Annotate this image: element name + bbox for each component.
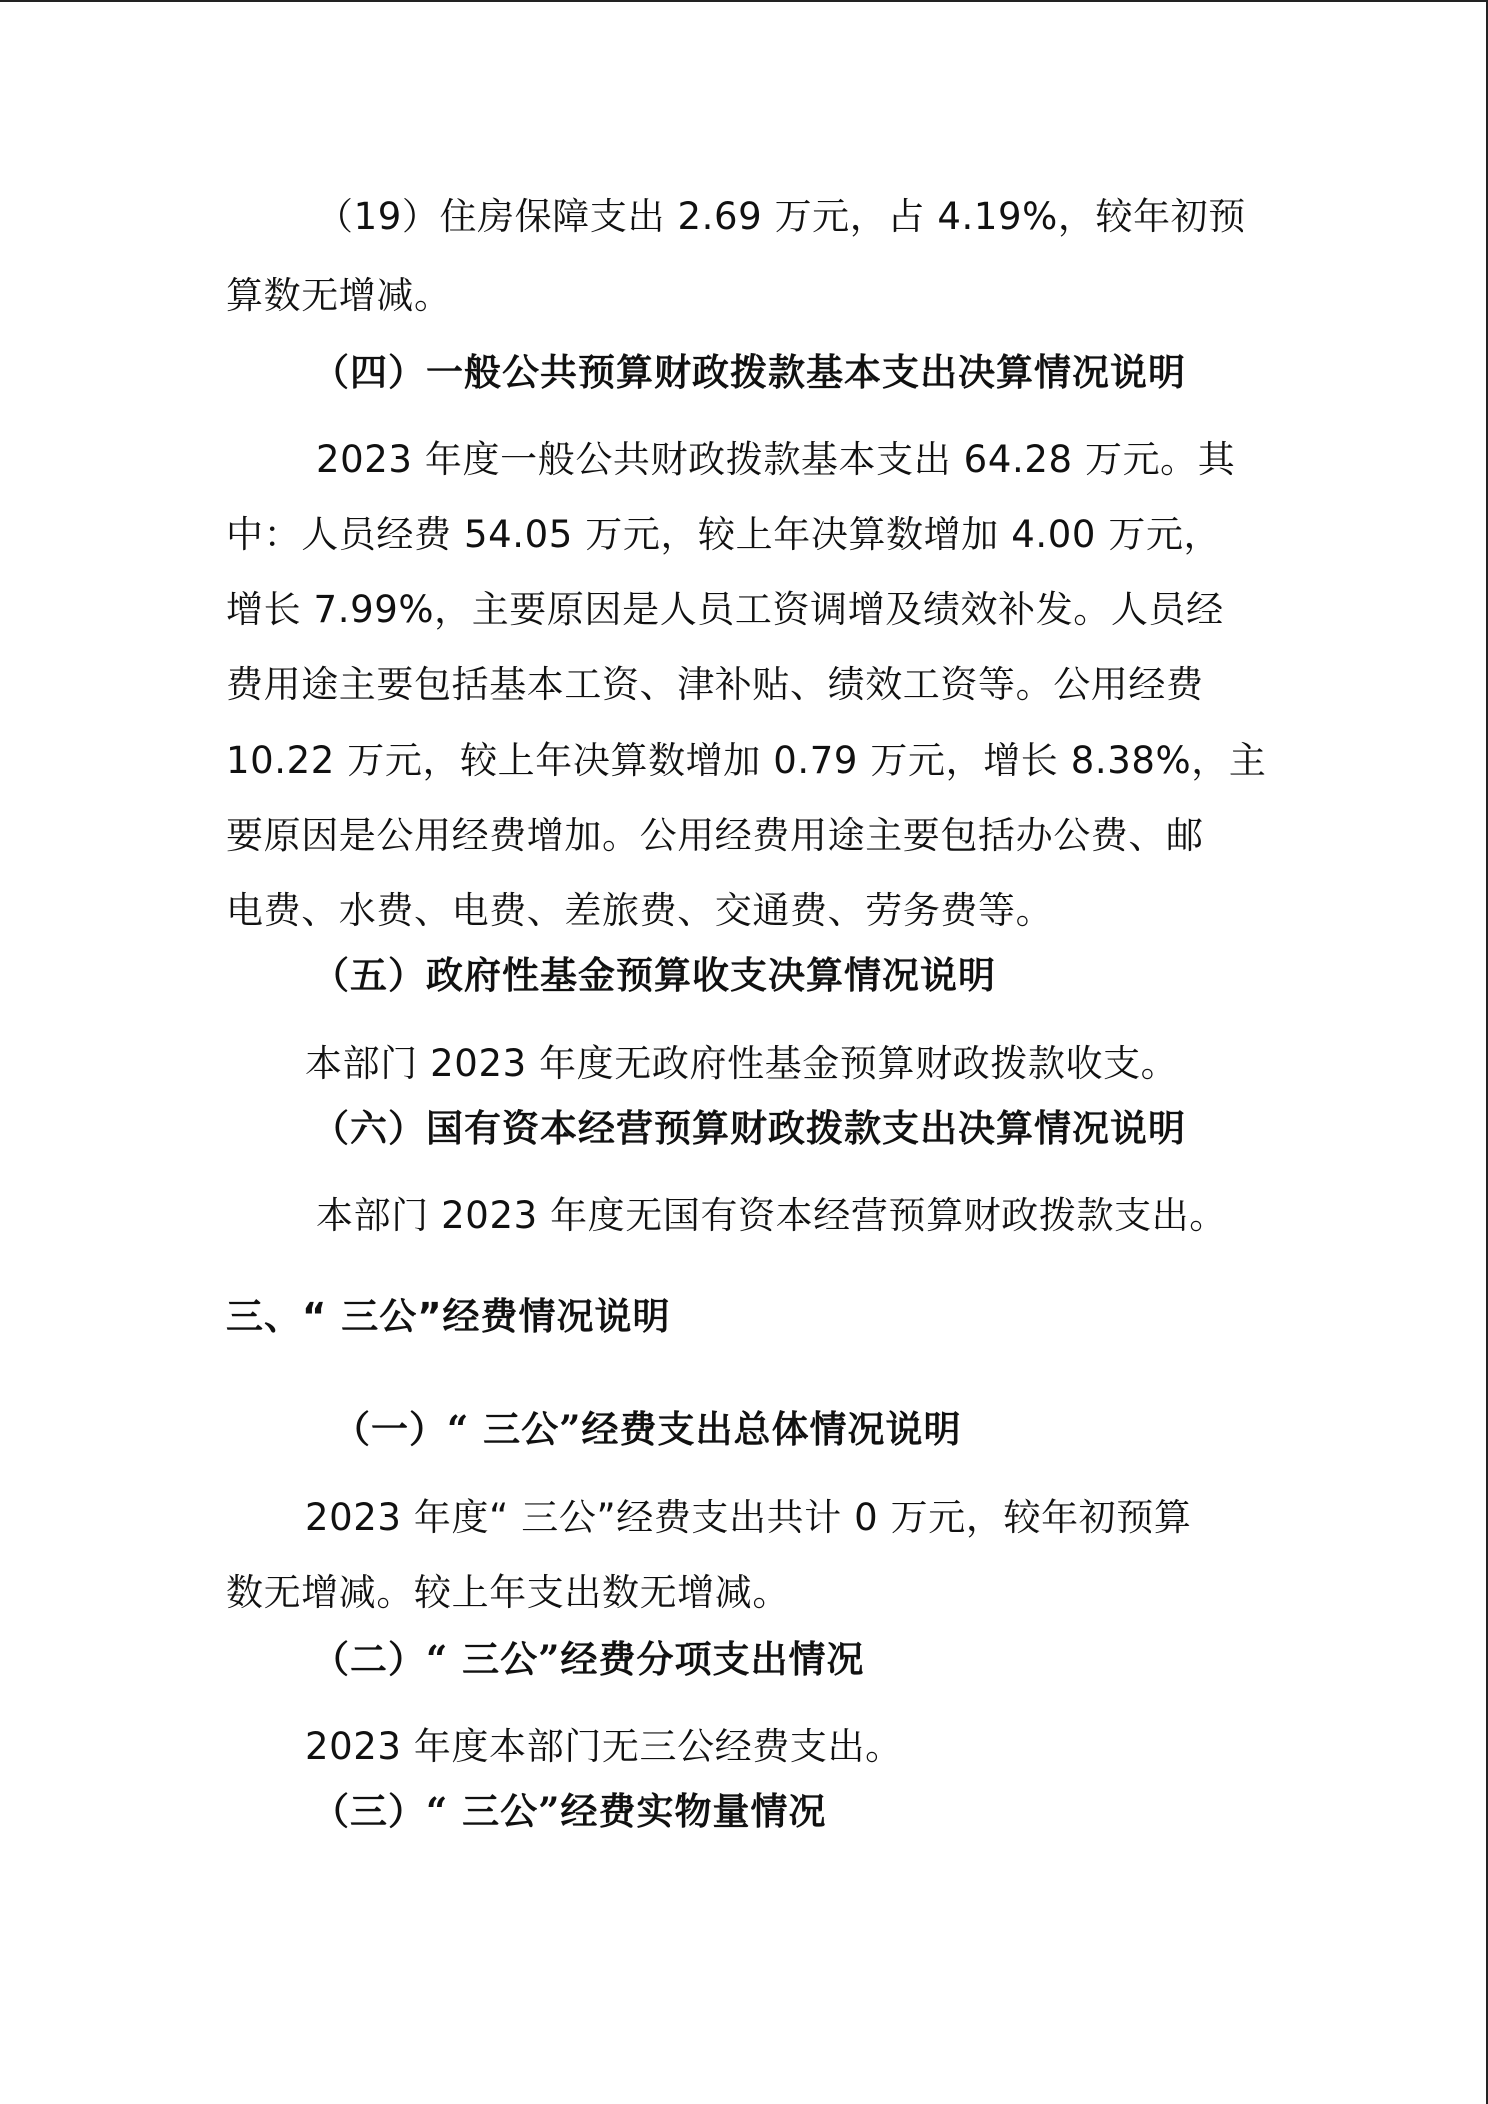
page-border-top [0,0,1488,2]
itemized-line: 2023 年度本部门无三公经费支出。 [305,1725,903,1768]
basic-expense-line-2: 中：人员经费 54.05 万元，较上年决算数增加 4.00 万元， [226,513,1222,556]
basic-expense-line-4: 费用途主要包括基本工资、津补贴、绩效工资等。公用经费 [226,663,1204,706]
basic-expense-line-3: 增长 7.99%，主要原因是人员工资调增及绩效补发。人员经 [226,588,1224,631]
housing-expense-line-2: 算数无增减。 [226,274,452,317]
heading-5: （五）政府性基金预算收支决算情况说明 [312,953,996,997]
housing-expense-line-1: （19）住房保障支出 2.69 万元，占 4.19%，较年初预 [316,195,1246,238]
heading-4: （四）一般公共预算财政拨款基本支出决算情况说明 [312,350,1186,394]
heading-6: （六）国有资本经营预算财政拨款支出决算情况说明 [312,1106,1186,1150]
basic-expense-line-6: 要原因是公用经费增加。公用经费用途主要包括办公费、邮 [226,814,1204,857]
three-public-line-2: 数无增减。较上年支出数无增减。 [226,1571,790,1614]
basic-expense-line-7: 电费、水费、电费、差旅费、交通费、劳务费等。 [226,889,1054,932]
sub-heading-2: （二）“ 三公”经费分项支出情况 [312,1637,865,1681]
sub-heading-3: （三）“ 三公”经费实物量情况 [312,1789,827,1833]
gov-fund-line: 本部门 2023 年度无政府性基金预算财政拨款收支。 [305,1042,1179,1085]
sub-heading-1: （一）“ 三公”经费支出总体情况说明 [333,1407,962,1451]
state-capital-line: 本部门 2023 年度无国有资本经营预算财政拨款支出。 [316,1194,1227,1237]
three-public-line-1: 2023 年度“ 三公”经费支出共计 0 万元，较年初预算 [305,1496,1192,1539]
section-3-title: 三、“ 三公”经费情况说明 [226,1295,671,1338]
basic-expense-line-1: 2023 年度一般公共财政拨款基本支出 64.28 万元。其 [316,438,1236,481]
basic-expense-line-5: 10.22 万元，较上年决算数增加 0.79 万元，增长 8.38%，主 [226,739,1267,782]
